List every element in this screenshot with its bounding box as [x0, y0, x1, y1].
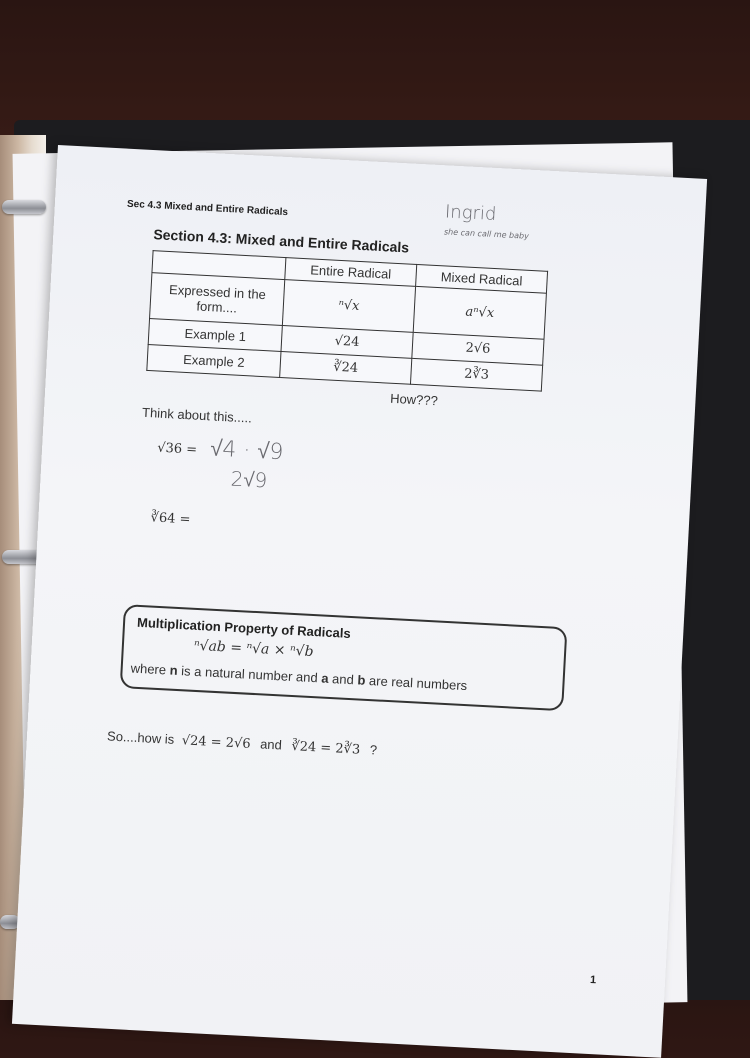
question-expr-1: √24 = 2√6: [181, 733, 251, 752]
where-b: b: [357, 672, 366, 688]
cbrt64-prompt: ∛64 =: [150, 510, 191, 528]
handwritten-work-2: 2√9: [230, 466, 268, 493]
question-mark: ?: [369, 742, 378, 758]
mixed-example-2: 2∛3: [410, 358, 542, 391]
radicals-table: [146, 250, 548, 392]
section-title: Section 4.3: Mixed and Entire Radicals: [153, 226, 410, 256]
where-and: and: [331, 671, 355, 688]
page-number: 1: [589, 973, 597, 987]
think-heading: Think about this.....: [141, 404, 253, 426]
property-where-line: [130, 661, 467, 694]
table-header-entire: Entire Radical: [285, 258, 417, 287]
handwritten-note: she can call me baby: [443, 227, 530, 241]
worksheet-page: [12, 145, 707, 1058]
property-formula: ⁿ√ab = ⁿ√a × ⁿ√b: [193, 637, 314, 661]
question-prefix: So....how is: [106, 728, 175, 747]
question-and: and: [259, 736, 283, 753]
property-title: Multiplication Property of Radicals: [136, 614, 352, 641]
sqrt36-prompt: √36 =: [156, 440, 198, 458]
where-suffix: are real numbers: [368, 673, 468, 694]
where-mid: is a natural number and: [180, 663, 319, 686]
mixed-example-1: 2√6: [412, 332, 544, 365]
handwritten-work-1: √4 · √9: [209, 436, 284, 466]
question-line: [107, 728, 378, 758]
where-n: n: [169, 662, 179, 678]
row-label: Example 2: [147, 344, 281, 377]
table-header-mixed: Mixed Radical: [416, 264, 548, 293]
row-label: Example 1: [148, 319, 282, 352]
entire-example-1: √24: [281, 325, 413, 358]
binder-ring-top: [2, 200, 46, 214]
entire-example-2: ∛24: [280, 351, 412, 384]
multiplication-property-box: [120, 604, 568, 711]
where-prefix: where: [130, 660, 167, 678]
where-a: a: [320, 670, 329, 686]
mixed-form: aⁿ√x: [413, 286, 546, 339]
row-label: Expressed in the form....: [150, 273, 285, 326]
entire-form: ⁿ√x: [282, 280, 415, 333]
question-expr-2: ∛24 = 2∛3: [291, 739, 361, 758]
small-section-title: Sec 4.3 Mixed and Entire Radicals: [126, 198, 289, 219]
handwritten-name: Ingrid: [444, 201, 497, 226]
how-note: How???: [389, 390, 439, 409]
